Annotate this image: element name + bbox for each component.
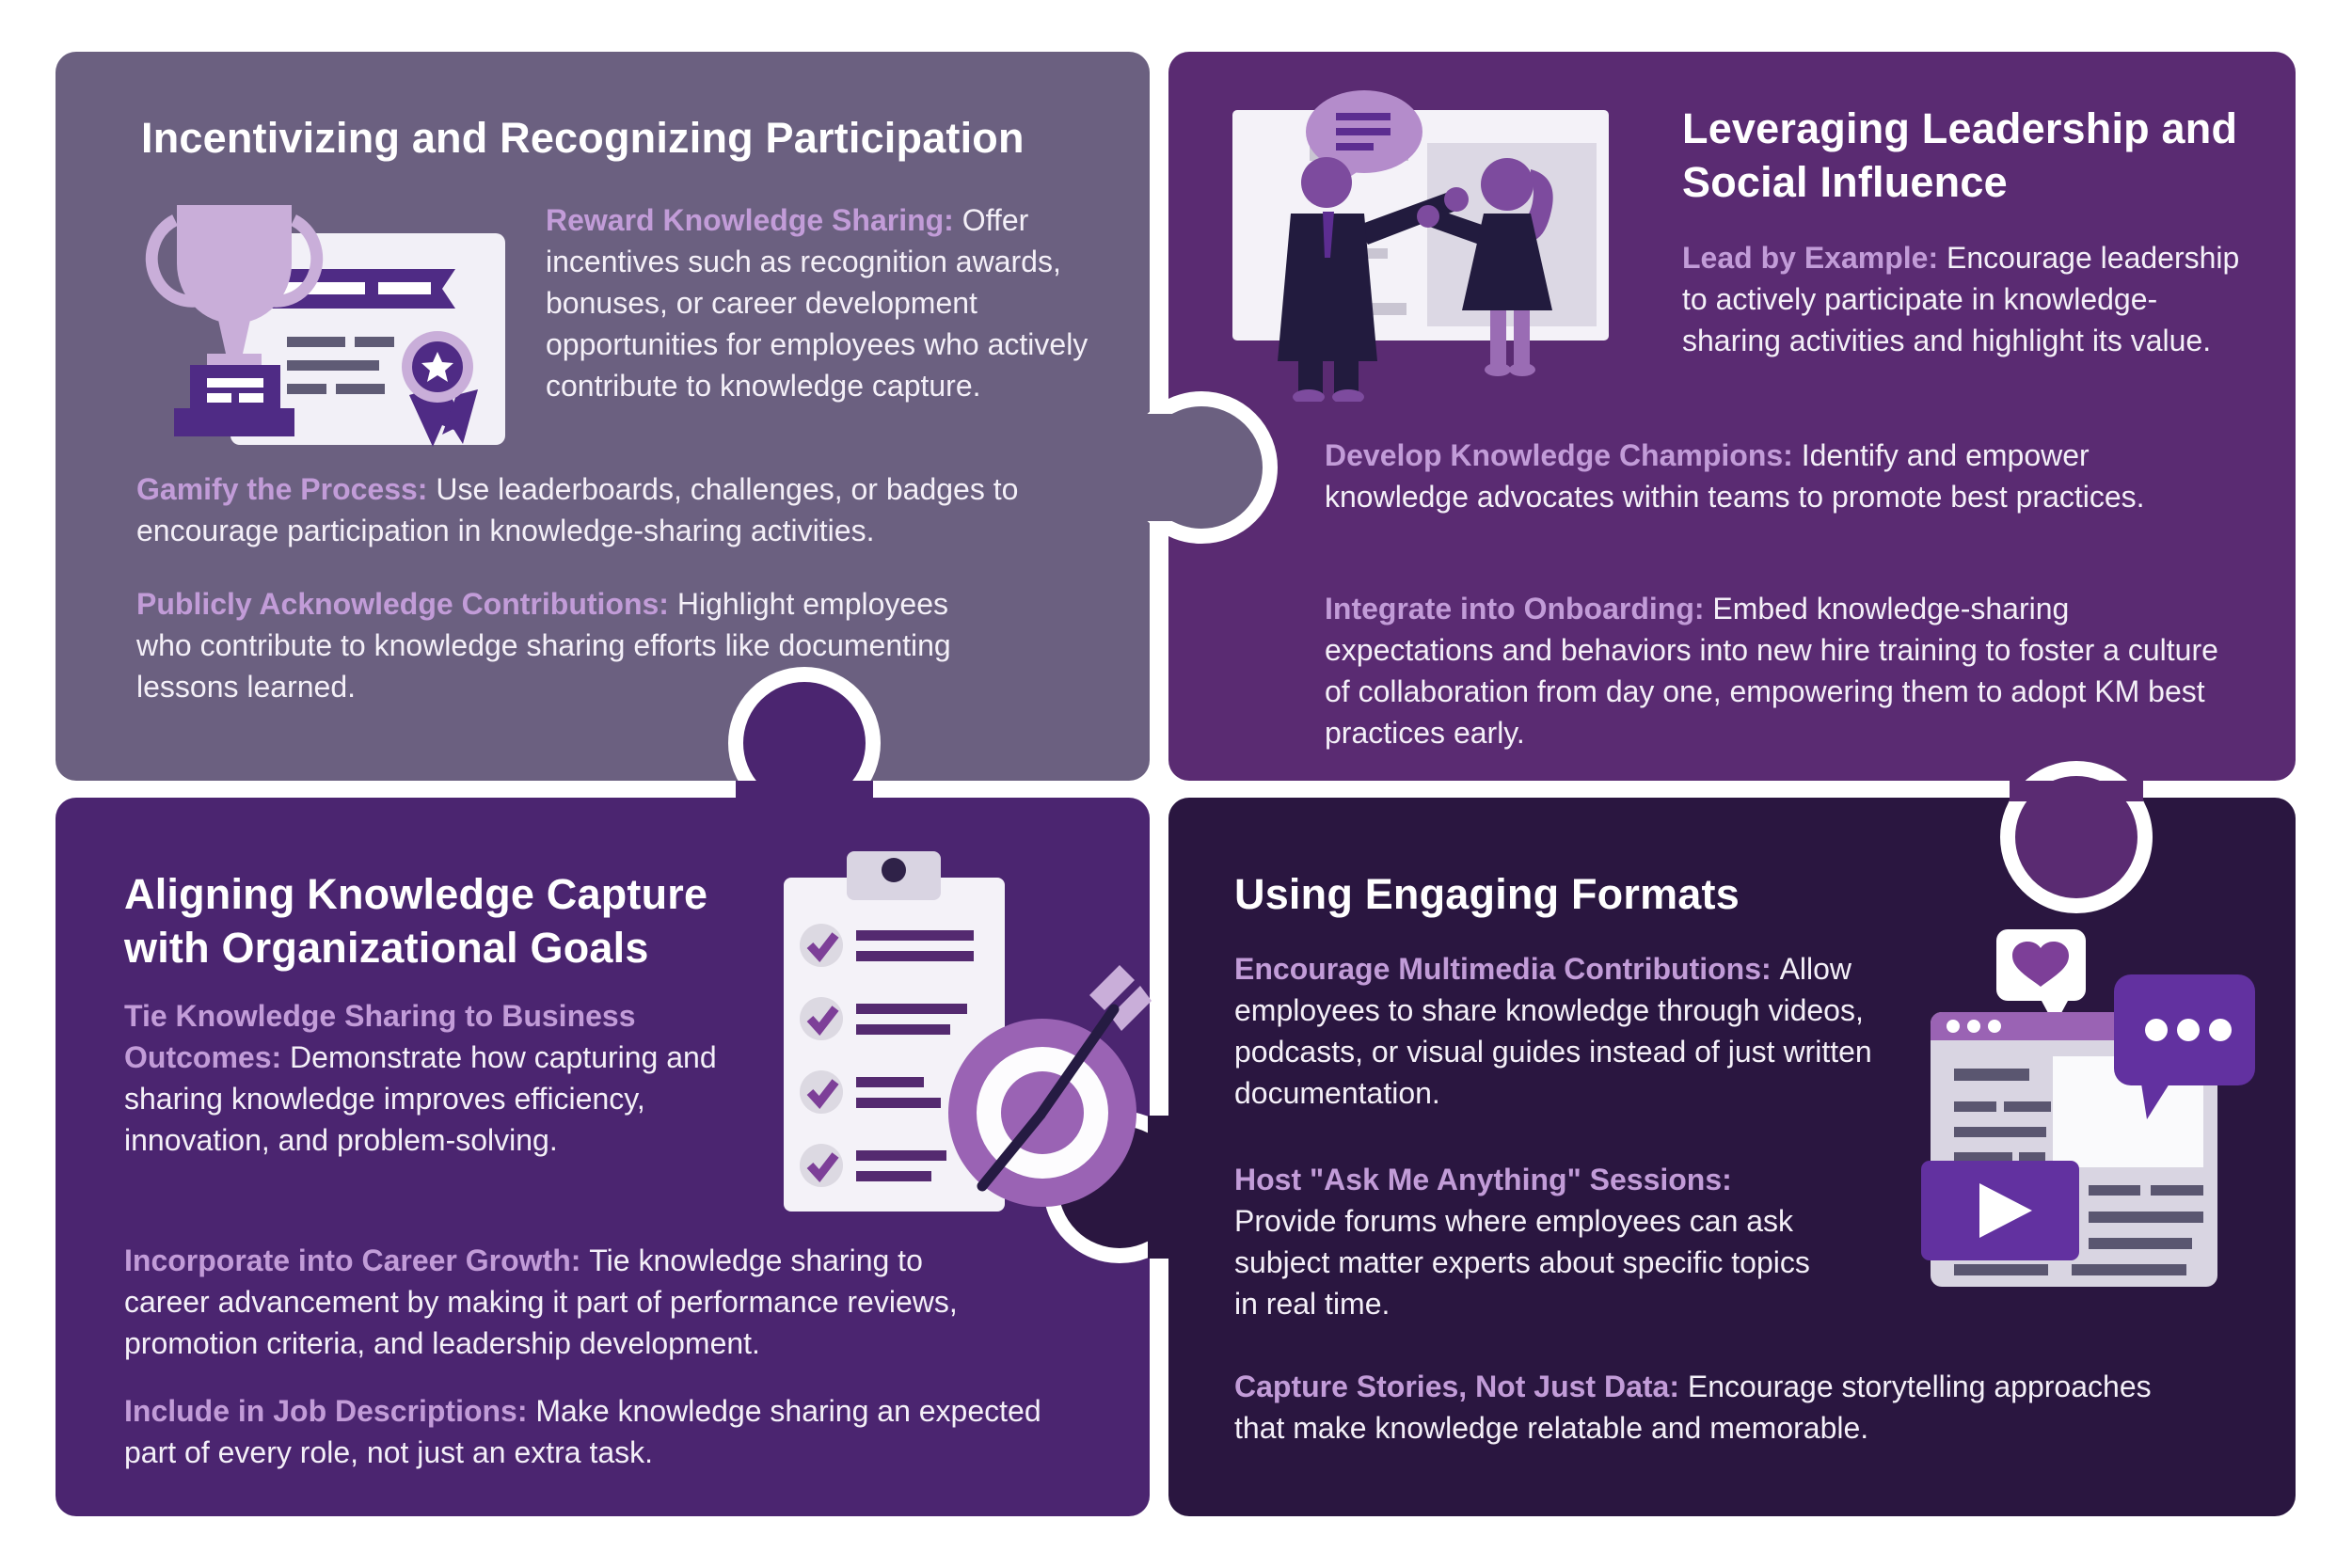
knowledge-tip	[1325, 588, 2218, 753]
knowledge-tip	[124, 995, 736, 1161]
tip-lead: Include in Job Descriptions:	[124, 1394, 528, 1428]
puzzle-neck	[1103, 414, 1176, 521]
tip-body: Encourage storytelling approaches that make knowledge relatable and memorable.	[1234, 1370, 2152, 1445]
knowledge-tip	[136, 583, 1011, 707]
tip-lead: Develop Knowledge Champions:	[1325, 438, 1793, 472]
tip-body: Tie knowledge sharing to career advancement by making it part of performance reviews, promotion criteria, and leadership development.	[124, 1243, 958, 1360]
presentation-people-icon	[1216, 87, 1629, 406]
knowledge-tip	[1234, 1159, 1818, 1324]
panel-title: Using Engaging Formats	[1234, 870, 1740, 918]
panel-title: Incentivizing and Recognizing Participation	[141, 114, 1025, 162]
tip-lead: Lead by Example:	[1682, 241, 1939, 275]
knowledge-tip	[124, 1390, 1065, 1473]
tip-body: Highlight employees who contribute to knowledge sharing efforts like documenting lessons learned.	[136, 587, 951, 704]
tip-body: Make knowledge sharing an expected part of every role, not just an extra task.	[124, 1394, 1041, 1469]
tip-lead: Capture Stories, Not Just Data:	[1234, 1370, 1679, 1403]
tip-lead: Reward Knowledge Sharing:	[546, 203, 954, 237]
knowledge-tip	[1682, 237, 2247, 361]
checklist-target-icon	[779, 840, 1155, 1259]
tip-lead: Host "Ask Me Anything" Sessions:	[1234, 1163, 1732, 1196]
panel-title: Leveraging Leadership and Social Influence	[1682, 104, 2238, 206]
knowledge-tip	[124, 1240, 990, 1364]
tip-body: Provide forums where employees can ask subject matter experts about specific topics in real time.	[1234, 1204, 1810, 1321]
tip-body: Identify and empower knowledge advocates within teams to promote best practices.	[1325, 438, 2145, 514]
knowledge-tip	[1234, 948, 1874, 1114]
tip-lead: Integrate into Onboarding:	[1325, 592, 1705, 626]
tip-body: Embed knowledge-sharing expectations and behaviors into new hire training to foster a culture of collaboration from day one, empowering them to adopt KM best practices early.	[1325, 592, 2218, 750]
tip-body: Allow employees to share knowledge through videos, podcasts, or visual guides instead of just written documentation.	[1234, 952, 1872, 1110]
tip-body: Offer incentives such as recognition awards, bonuses, or career development opportunities for employees who actively contribute to knowledge capture.	[546, 203, 1089, 403]
tip-lead: Publicly Acknowledge Contributions:	[136, 587, 669, 621]
trophy-certificate-icon	[122, 179, 513, 456]
knowledge-tip	[1325, 435, 2171, 517]
knowledge-tip	[1234, 1366, 2175, 1449]
tip-lead: Tie Knowledge Sharing to Business Outcomes:	[124, 999, 636, 1074]
tip-lead: Encourage Multimedia Contributions:	[1234, 952, 1772, 986]
panel-title: Aligning Knowledge Capture with Organizational Goals	[124, 870, 708, 972]
puzzle-neck	[736, 781, 873, 833]
tip-lead: Gamify the Process:	[136, 472, 428, 506]
knowledge-tip	[136, 468, 1077, 551]
puzzle-neck	[2010, 781, 2143, 801]
tip-body: Encourage leadership to actively participate in knowledge-sharing activities and highlight its value.	[1682, 241, 2240, 357]
puzzle-neck	[1148, 1116, 1202, 1259]
tip-body: Demonstrate how capturing and sharing knowledge improves efficiency, innovation, and problem-solving.	[124, 1040, 717, 1157]
tip-body: Use leaderboards, challenges, or badges to encourage participation in knowledge-sharing activities.	[136, 472, 1019, 547]
tip-lead: Incorporate into Career Growth:	[124, 1243, 581, 1277]
multimedia-browser-icon	[1921, 929, 2297, 1329]
knowledge-tip	[546, 199, 1101, 406]
